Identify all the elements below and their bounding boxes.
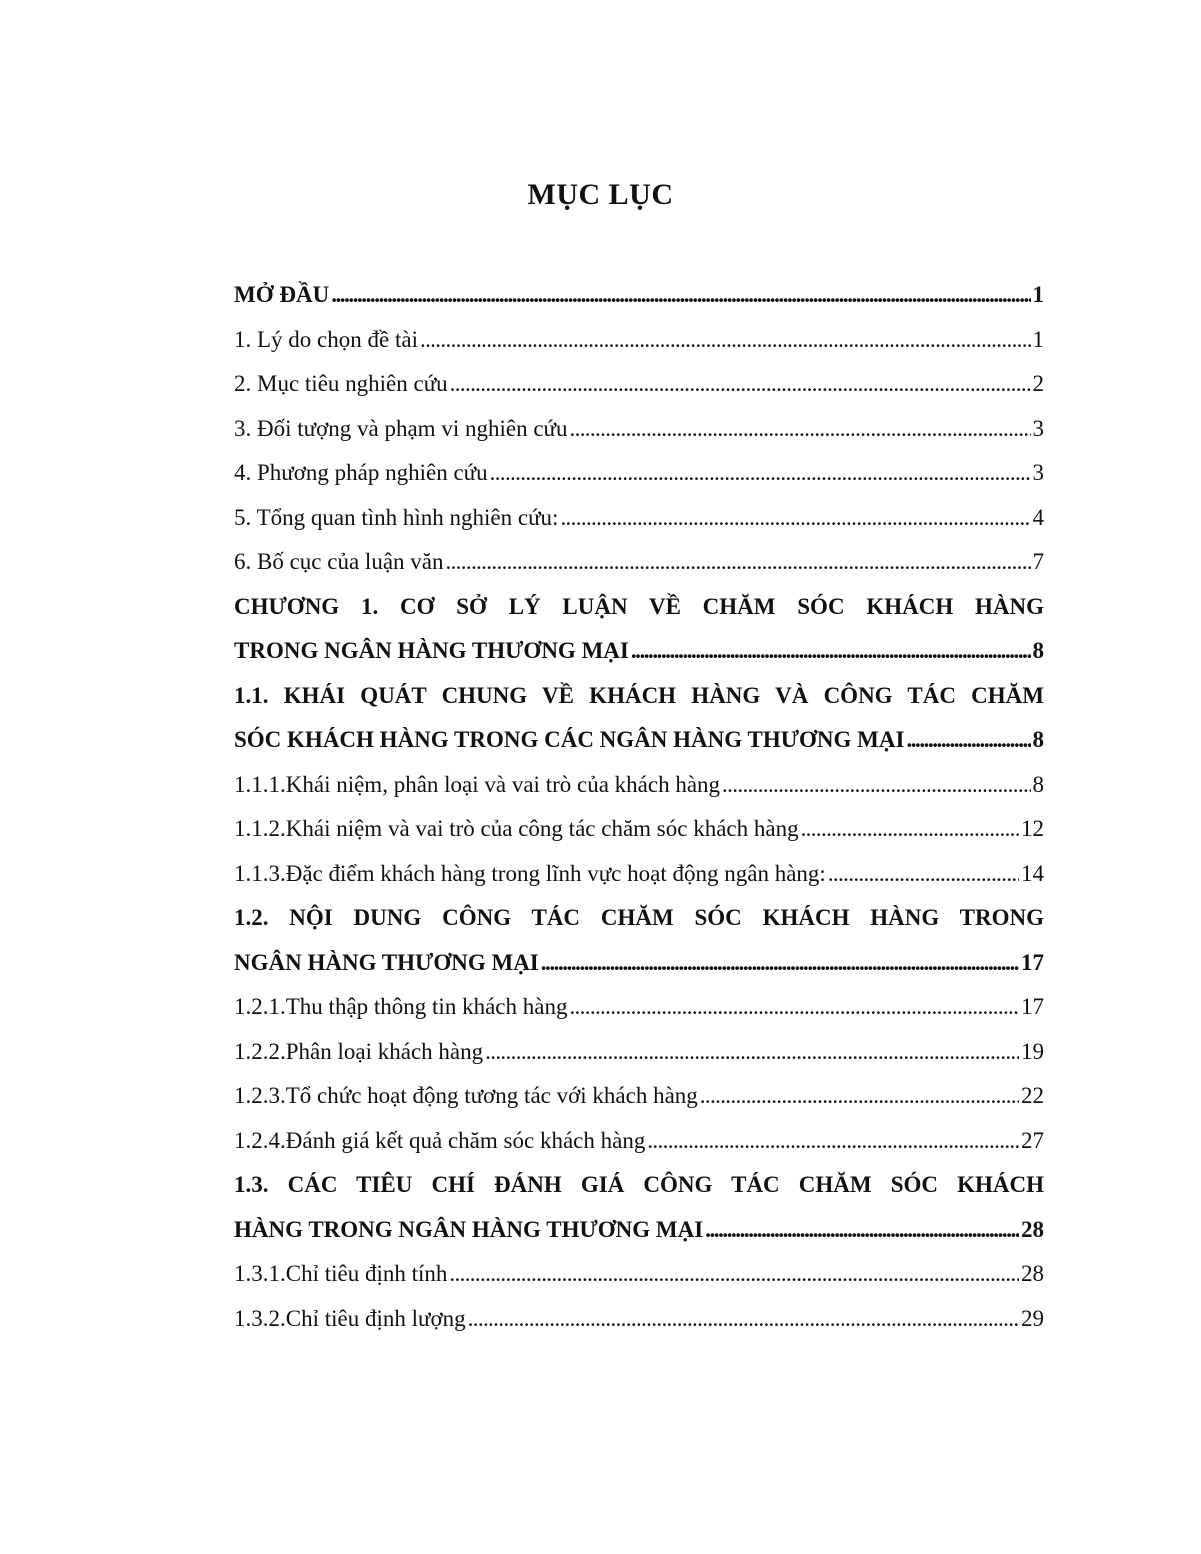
- toc-page-number: 27: [1021, 1127, 1044, 1153]
- toc-section-number: 1.2.2.: [234, 1038, 286, 1064]
- toc-entry-title: 3. Đối tượng và phạm vi nghiên cứu: [234, 415, 568, 441]
- toc-entry[interactable]: [234, 318, 1044, 363]
- toc-entry[interactable]: [234, 718, 1044, 763]
- toc-dot-leader: [445, 540, 1030, 585]
- toc-dot-leader: [490, 451, 1031, 496]
- toc-entry[interactable]: [234, 941, 1044, 986]
- toc-dot-leader: [906, 718, 1030, 763]
- toc-entry[interactable]: [234, 540, 1044, 585]
- toc-entry-line: [234, 985, 1044, 1030]
- toc-entry-line: [234, 1074, 1044, 1119]
- toc-entry-line: [234, 362, 1044, 407]
- toc-page-number: 3: [1032, 460, 1044, 485]
- toc-dot-leader: [450, 362, 1031, 407]
- toc-page-number: 29: [1021, 1305, 1044, 1331]
- toc-section-number: 1.2.1.: [234, 994, 286, 1019]
- toc-heading-line: CHƯƠNG 1. CƠ SỞ LÝ LUẬN VỀ CHĂM SÓC KHÁCH HÀNG: [234, 593, 1044, 619]
- toc-section-number: 1.2.3.: [234, 1083, 286, 1108]
- toc-dot-leader: [647, 1119, 1019, 1164]
- toc-page-number: 17: [1021, 994, 1044, 1019]
- toc-entry-title: 1. Lý do chọn đề tài: [234, 326, 418, 352]
- toc-entry-line: [234, 1030, 1044, 1075]
- toc-entry-title: 6. Bố cục của luận văn: [234, 549, 444, 574]
- toc-entry-title: Đặc điểm khách hàng trong lĩnh vực hoạt động ngân hàng:: [285, 860, 826, 886]
- toc-entry-title: 2. Mục tiêu nghiên cứu: [234, 371, 448, 396]
- toc-section-number: 1.1.3.: [234, 860, 286, 886]
- toc-entry-title: Đánh giá kết quả chăm sóc khách hàng: [285, 1127, 646, 1153]
- toc-entry[interactable]: [234, 273, 1044, 318]
- toc-dot-leader: [569, 985, 1019, 1030]
- toc-page-number: 7: [1032, 549, 1044, 574]
- toc-entry-title: SÓC KHÁCH HÀNG TRONG CÁC NGÂN HÀNG THƯƠNG MẠI: [234, 727, 905, 752]
- page-title: MỤC LỤC: [527, 178, 674, 211]
- toc-page-number: 17: [1021, 949, 1044, 975]
- toc-entry[interactable]: [234, 1208, 1044, 1253]
- toc-page-number: 28: [1021, 1216, 1044, 1242]
- toc-dot-leader: [449, 1252, 1019, 1297]
- toc-entry-title: NGÂN HÀNG THƯƠNG MẠI: [234, 949, 539, 975]
- toc-entry-title: TRONG NGÂN HÀNG THƯƠNG MẠI: [234, 638, 629, 663]
- toc-dot-leader: [631, 629, 1031, 674]
- toc-entry[interactable]: [234, 1297, 1044, 1342]
- toc-entry-title: HÀNG TRONG NGÂN HÀNG THƯƠNG MẠI: [234, 1216, 704, 1242]
- toc-entry-line: [234, 852, 1044, 897]
- toc-entry-title: 5. Tổng quan tình hình nghiên cứu:: [234, 504, 559, 530]
- toc-entry-line: [234, 763, 1044, 808]
- toc-entry-title: 4. Phương pháp nghiên cứu: [234, 460, 488, 485]
- table-of-contents: [234, 273, 1044, 1341]
- toc-entry-title: Phân loại khách hàng: [285, 1038, 484, 1064]
- toc-entry[interactable]: [234, 807, 1044, 852]
- toc-dot-leader: [560, 496, 1030, 541]
- toc-dot-leader: [570, 407, 1031, 452]
- toc-entry-line: [234, 1297, 1044, 1342]
- toc-entry-title: Chỉ tiêu định lượng: [285, 1305, 466, 1331]
- toc-entry[interactable]: [234, 1252, 1044, 1297]
- toc-entry-line: [234, 807, 1044, 852]
- toc-section-number: 1.3.1.: [234, 1261, 286, 1286]
- toc-entry[interactable]: [234, 1030, 1044, 1075]
- toc-dot-leader: [828, 852, 1019, 897]
- toc-page-number: 19: [1021, 1038, 1044, 1064]
- toc-entry[interactable]: [234, 1074, 1044, 1119]
- toc-entry[interactable]: [234, 852, 1044, 897]
- toc-page-number: 1: [1032, 282, 1044, 307]
- toc-section-number: 1.2.4.: [234, 1127, 286, 1153]
- toc-entry-line: [234, 718, 1044, 763]
- toc-dot-leader: [700, 1074, 1019, 1119]
- toc-entry[interactable]: [234, 985, 1044, 1030]
- toc-page-number: 28: [1021, 1261, 1044, 1286]
- toc-entry-title: Khái niệm và vai trò của công tác chăm sóc khách hàng: [285, 816, 799, 841]
- toc-entry-title: Khái niệm, phân loại và vai trò của khách hàng: [285, 771, 721, 797]
- toc-entry[interactable]: [234, 451, 1044, 496]
- toc-entry-line: [234, 496, 1044, 541]
- toc-entry-title: Thu thập thông tin khách hàng: [285, 994, 568, 1019]
- toc-entry-line: [234, 941, 1044, 986]
- toc-entry[interactable]: [234, 362, 1044, 407]
- toc-entry-line: [234, 451, 1044, 496]
- toc-entry[interactable]: [234, 407, 1044, 452]
- toc-entry[interactable]: [234, 1119, 1044, 1164]
- toc-section-number: 1.1.2.: [234, 816, 286, 841]
- toc-page-number: 8: [1032, 771, 1044, 797]
- toc-page-number: 4: [1032, 504, 1044, 530]
- toc-dot-leader: [801, 807, 1019, 852]
- toc-heading-line: 1.1. KHÁI QUÁT CHUNG VỀ KHÁCH HÀNG VÀ CÔNG TÁC CHĂM: [234, 682, 1044, 708]
- toc-dot-leader: [705, 1208, 1019, 1253]
- toc-entry-line: [234, 1252, 1044, 1297]
- toc-heading-line: 1.2. NỘI DUNG CÔNG TÁC CHĂM SÓC KHÁCH HÀNG TRONG: [234, 905, 1044, 930]
- toc-entry-line: [234, 629, 1044, 674]
- toc-section-number: 1.1.1.: [234, 771, 286, 797]
- toc-entry[interactable]: [234, 763, 1044, 808]
- toc-section-number: 1.3.2.: [234, 1305, 286, 1331]
- toc-page-number: 2: [1032, 371, 1044, 396]
- toc-entry-line: [234, 1119, 1044, 1164]
- toc-page-number: 1: [1032, 326, 1044, 352]
- toc-entry-line: [234, 540, 1044, 585]
- toc-dot-leader: [468, 1297, 1019, 1342]
- toc-page-number: 8: [1032, 638, 1044, 663]
- toc-dot-leader: [420, 318, 1031, 363]
- toc-page-number: 14: [1021, 860, 1044, 886]
- toc-heading-line: 1.3. CÁC TIÊU CHÍ ĐÁNH GIÁ CÔNG TÁC CHĂM SÓC KHÁCH: [234, 1172, 1044, 1197]
- toc-entry-line: [234, 1208, 1044, 1253]
- toc-dot-leader: [485, 1030, 1019, 1075]
- toc-page-number: 3: [1032, 415, 1044, 441]
- toc-dot-leader: [541, 941, 1019, 986]
- toc-entry-line: [234, 318, 1044, 363]
- toc-dot-leader: [722, 763, 1030, 808]
- toc-page-number: 12: [1021, 816, 1044, 841]
- toc-entry[interactable]: [234, 496, 1044, 541]
- toc-entry[interactable]: [234, 629, 1044, 674]
- toc-entry-title: Tổ chức hoạt động tương tác với khách hàng: [285, 1083, 698, 1108]
- toc-entry-title: MỞ ĐẦU: [234, 282, 330, 307]
- toc-entry-line: [234, 407, 1044, 452]
- toc-page-number: 22: [1021, 1083, 1044, 1108]
- toc-page-number: 8: [1032, 727, 1044, 752]
- toc-dot-leader: [331, 273, 1030, 318]
- toc-entry-title: Chỉ tiêu định tính: [285, 1261, 448, 1286]
- toc-entry-line: [234, 273, 1044, 318]
